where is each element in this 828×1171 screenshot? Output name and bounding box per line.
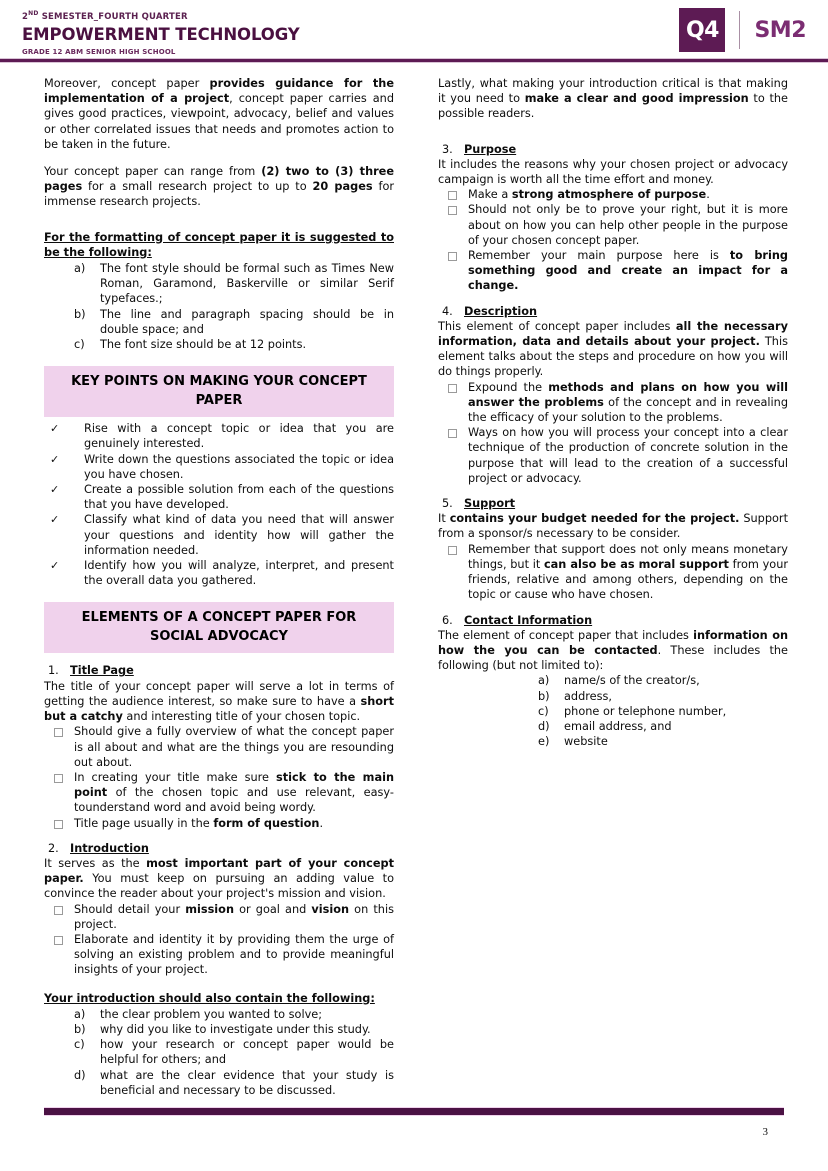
text-fragment: Should give a fully overview of what the concept paper is all about and what are the things you are resounding out about. (74, 725, 394, 769)
element-title: Title Page (70, 664, 134, 678)
document-body (0, 76, 828, 1098)
list-text: name/s of the creator/s, (564, 674, 700, 688)
text-fragment: from your friends, relative and among others, depending on the topic or cause who have chosen. (468, 557, 789, 602)
box-bullet-icon (44, 932, 74, 978)
list-text: Create a possible solution from each of the questions that you have developed. (84, 483, 394, 512)
text-fragment: , concept paper carries and gives good practices, viewpoint, advocacy, belief and values or other correlated issues that needs and promotes action to be taken in the future. (44, 92, 394, 151)
header-divider-rule (0, 58, 828, 63)
check-icon: ✓ (50, 559, 60, 573)
list-item (44, 452, 394, 482)
text-fragment: It (438, 512, 450, 526)
text-fragment: on this project. (74, 902, 394, 931)
element-4-bullets (438, 380, 788, 486)
bold-fragment: information on how the you can be contacted (438, 628, 789, 657)
element-6-paragraph (438, 628, 788, 674)
list-item (44, 337, 394, 352)
formatting-list (44, 261, 394, 352)
text-fragment: Should detail your (74, 902, 186, 916)
list-text (74, 932, 394, 978)
bold-fragment: contains your budget needed for the project. (449, 512, 740, 526)
element-number: 6. (442, 613, 453, 627)
list-marker: c) (74, 338, 85, 352)
spacer (44, 222, 394, 230)
list-item (44, 770, 394, 816)
check-icon: ✓ (50, 513, 60, 527)
element-3-bullets (438, 187, 788, 293)
semester-badge: SM2 (754, 17, 806, 43)
list-text: how your research or concept paper would be helpful for others; and (100, 1038, 394, 1067)
badge-divider (739, 11, 740, 49)
list-text: why did you like to investigate under this study. (100, 1022, 371, 1036)
page-number: 3 (762, 1126, 768, 1138)
bold-fragment: (2) two to (3) three pages (44, 165, 395, 194)
text-fragment: for a small research project to up to (82, 180, 313, 194)
banner-elements: ELEMENTS OF A CONCEPT PAPER FOR SOCIAL ADVOCACY (44, 602, 394, 653)
list-item (44, 1007, 394, 1022)
element-1-bullets (44, 724, 394, 830)
list-text (74, 816, 394, 831)
list-text (468, 425, 788, 486)
list-text (74, 724, 394, 770)
semester-label (22, 8, 300, 23)
right-column (438, 76, 788, 1098)
text-fragment: or goal and (234, 902, 312, 916)
list-text: website (564, 735, 608, 749)
list-text: The line and paragraph spacing should be in double space; and (100, 307, 394, 336)
list-text: The font style should be formal such as Times New Roman, Garamond, Baskerville or similar Serif typefaces.; (100, 262, 394, 306)
list-marker: e) (538, 735, 550, 749)
grade-level-label: GRADE 12 ABM SENIOR HIGH SCHOOL (22, 47, 176, 56)
text-fragment: Make a (468, 188, 512, 202)
list-item (438, 202, 788, 248)
list-text: The font size should be at 12 points. (100, 338, 307, 352)
bold-fragment: methods and plans on how you will answer the problems (468, 380, 788, 409)
intro-contain-heading: Your introduction should also contain the following: (44, 991, 375, 1005)
list-marker: a) (74, 1007, 86, 1021)
element-number: 3. (442, 142, 453, 156)
box-bullet-icon (44, 724, 74, 770)
left-column (44, 76, 394, 1098)
text-fragment: Your concept paper can range from (44, 165, 262, 179)
element-2-heading (44, 841, 394, 856)
list-text: what are the clear evidence that your study is beneficial and necessary to be discussed. (100, 1068, 394, 1097)
bold-fragment: can also be as moral support (543, 557, 729, 571)
text-fragment: . These includes the following (but not limited to): (438, 643, 788, 673)
list-text: email address, and (564, 719, 672, 733)
list-text (468, 202, 788, 248)
text-fragment: Elaborate and identity it by providing them the urge of solving an existing problem and to provide meaningful insights of your project. (74, 932, 394, 977)
semester-ordinal-suffix: ND (28, 10, 39, 17)
element-4-paragraph (438, 319, 788, 380)
bold-fragment: most important part of your concept paper. (44, 856, 394, 886)
bold-fragment: all the necessary information, data and details about your project. (438, 319, 788, 349)
text-fragment: Moreover, concept paper (44, 77, 210, 90)
box-bullet-icon (44, 770, 74, 816)
list-item (44, 902, 394, 932)
box-bullet-icon (438, 380, 468, 426)
semester-number: 2 (22, 11, 29, 22)
bold-fragment: 20 pages (312, 180, 373, 194)
semester-rest: SEMESTER_FOURTH QUARTER (38, 11, 188, 22)
element-1-paragraph (44, 679, 394, 725)
box-bullet-icon (44, 902, 74, 932)
text-fragment: . (319, 816, 324, 830)
header-badges (679, 8, 806, 52)
footer-divider-rule (44, 1107, 784, 1116)
bold-fragment: form of question (213, 816, 320, 830)
list-item (44, 512, 394, 558)
element-5-paragraph (438, 511, 788, 541)
list-text (74, 770, 394, 816)
text-fragment: Lastly, what making your introduction critical is that making it you need to (438, 77, 788, 106)
list-item (44, 482, 394, 512)
banner-key-points: KEY POINTS ON MAKING YOUR CONCEPT PAPER (44, 366, 394, 417)
bold-fragment: provides guidance for the implementation of a project (44, 77, 395, 106)
box-bullet-icon (438, 202, 468, 248)
element-title: Introduction (70, 841, 149, 855)
element-3-paragraph: It includes the reasons why your chosen project or advocacy campaign is worth all the time effort and money. (438, 157, 788, 187)
page-title: EMPOWERMENT TECHNOLOGY (22, 24, 300, 44)
list-text: Write down the questions associated the topic or idea you have chosen. (84, 452, 394, 481)
text-fragment: This element talks about the steps and procedure on how you will do things properly. (438, 335, 788, 379)
element-5-bullets (438, 542, 788, 603)
bold-fragment: strong atmosphere of purpose (511, 188, 707, 202)
list-marker: d) (538, 719, 550, 733)
key-points-list (44, 421, 394, 588)
element-title: Description (464, 304, 538, 318)
text-fragment: of the chosen topic and use relevant, easy-tounderstand word and avoid being wordy. (74, 786, 394, 815)
bold-fragment: mission (185, 902, 234, 916)
element-title: Support (464, 497, 516, 511)
intro-contain-list (44, 1007, 394, 1098)
element-number: 4. (442, 304, 453, 318)
list-text (74, 902, 394, 932)
text-fragment: Should not only be to prove your right, but it is more about on how you can help other people in the purpose of your chosen concept paper. (468, 203, 788, 247)
text-fragment: Title page usually in the (74, 816, 214, 830)
text-fragment: The element of concept paper that includes (438, 628, 694, 642)
list-item (438, 704, 788, 719)
box-bullet-icon (438, 187, 468, 202)
list-item (44, 932, 394, 978)
list-item (44, 1068, 394, 1098)
text-fragment: for immense research projects. (44, 180, 394, 209)
list-item (44, 558, 394, 588)
text-fragment: This element of concept paper includes (438, 319, 676, 333)
box-bullet-icon (438, 425, 468, 486)
bold-fragment: short but a catchy (44, 694, 394, 724)
element-3-heading (438, 142, 788, 157)
list-item (438, 248, 788, 294)
spacer (44, 978, 394, 991)
element-2-bullets (44, 902, 394, 978)
list-marker: b) (74, 307, 86, 321)
list-item (44, 307, 394, 337)
text-fragment: of the concept and in revealing the efficacy of your solution to the problems. (468, 395, 788, 425)
list-text (468, 187, 788, 202)
check-icon: ✓ (50, 483, 60, 497)
list-marker: a) (74, 262, 86, 276)
list-text: phone or telephone number, (564, 704, 727, 718)
text-fragment: Support from a sponsor/s necessary to be consider. (438, 512, 788, 541)
list-item (44, 1037, 394, 1067)
paragraph-moreover (44, 76, 394, 152)
text-fragment: In creating your title make sure (74, 770, 277, 784)
text-fragment: Ways on how you will process your concept into a clear technique of the production of concrete solution in the purpose that will lead to the creation of a successful project or advocacy. (468, 426, 788, 485)
bold-fragment: to bring something good and create an impact for a change. (468, 249, 788, 293)
list-marker: c) (74, 1038, 85, 1052)
text-fragment: The title of your concept paper will serve a lot in terms of getting the audience interest, so make sure to have a (44, 679, 394, 708)
list-text (468, 542, 788, 603)
list-text (468, 380, 788, 426)
spacer (438, 134, 788, 142)
text-fragment: Expound the (468, 380, 549, 394)
header-branding (22, 8, 300, 57)
list-item (44, 724, 394, 770)
box-bullet-icon (44, 816, 74, 831)
list-marker: c) (538, 704, 549, 718)
contact-info-list (438, 673, 788, 749)
list-item (44, 1022, 394, 1037)
check-icon: ✓ (50, 422, 60, 436)
bold-fragment: vision (311, 902, 350, 916)
element-1-heading (44, 663, 394, 678)
element-number: 1. (48, 664, 59, 678)
check-icon: ✓ (50, 452, 60, 466)
text-fragment: It serves as the (44, 856, 147, 870)
element-number: 5. (442, 497, 453, 511)
list-item (44, 816, 394, 831)
box-bullet-icon (438, 248, 468, 294)
list-item (438, 425, 788, 486)
list-item (438, 719, 788, 734)
paragraph-lastly (438, 76, 788, 122)
list-text: address, (564, 689, 612, 703)
list-text: the clear problem you wanted to solve; (100, 1007, 323, 1021)
bold-fragment: make a clear and good impression (524, 92, 749, 106)
list-text: Classify what kind of data you need that will answer your questions and identity how will gather the information needed. (84, 513, 394, 557)
text-fragment: You must keep on pursuing an adding value to convince the reader about your project's mission and vision. (44, 872, 394, 901)
element-4-heading (438, 304, 788, 319)
text-fragment: . (706, 188, 710, 202)
quarter-badge: Q4 (679, 8, 725, 52)
list-item (438, 542, 788, 603)
list-text (468, 248, 788, 294)
element-number: 2. (48, 841, 59, 855)
text-fragment: and interesting title of your chosen topic. (122, 710, 361, 724)
list-item (438, 689, 788, 704)
list-marker: b) (74, 1022, 86, 1036)
list-item (44, 421, 394, 451)
paragraph-page-range (44, 164, 394, 210)
list-item (438, 673, 788, 688)
element-5-heading (438, 496, 788, 511)
list-item (438, 734, 788, 749)
list-item (44, 261, 394, 307)
element-title: Purpose (464, 142, 517, 156)
page-header (0, 0, 828, 62)
list-item (438, 380, 788, 426)
formatting-heading: For the formatting of concept paper it is suggested to be the following: (44, 230, 394, 259)
bold-fragment: stick to the main point (74, 770, 394, 800)
text-fragment: to the possible readers. (438, 92, 789, 121)
element-2-paragraph (44, 856, 394, 902)
list-marker: d) (74, 1068, 86, 1082)
list-text: Rise with a concept topic or idea that you are genuinely interested. (84, 422, 394, 451)
element-title: Contact Information (464, 613, 593, 627)
text-fragment: Remember that support does not only means monetary things, but it (468, 542, 788, 571)
list-item (438, 187, 788, 202)
text-fragment: Remember your main purpose here is (468, 249, 730, 263)
list-marker: b) (538, 689, 550, 703)
list-text: Identify how you will analyze, interpret, and present the overall data you gathered. (84, 559, 394, 588)
element-6-heading (438, 613, 788, 628)
box-bullet-icon (438, 542, 468, 603)
list-marker: a) (538, 674, 550, 688)
